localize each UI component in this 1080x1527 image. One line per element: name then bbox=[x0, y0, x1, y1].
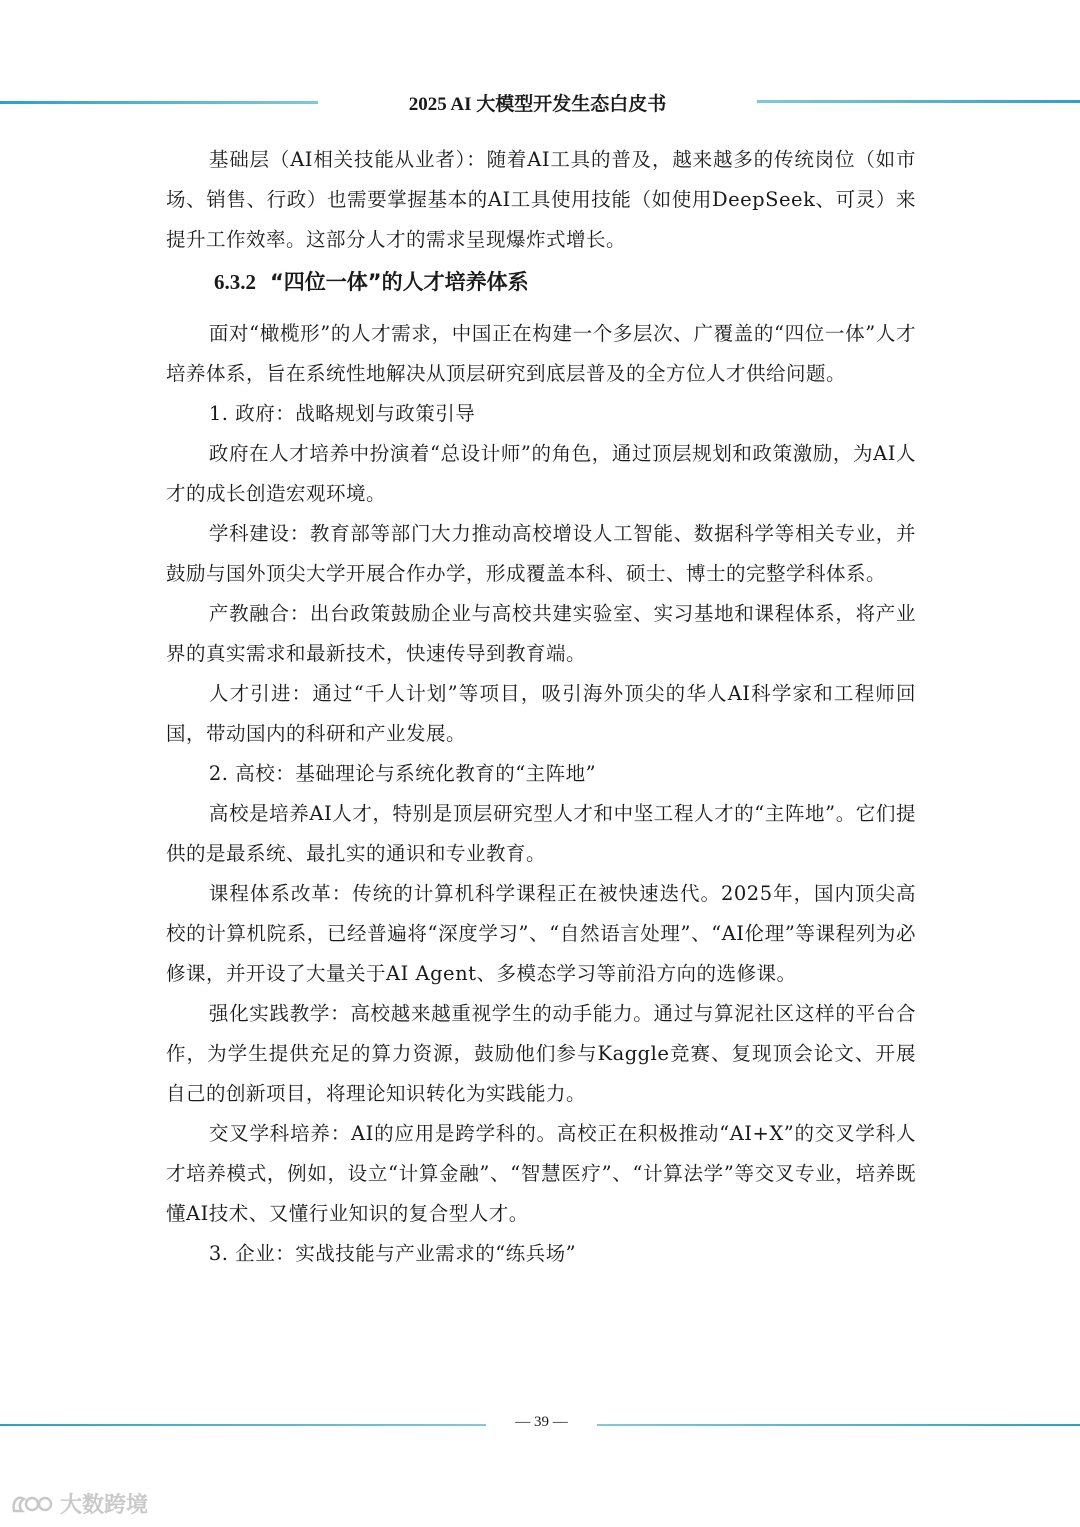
footer-rule-right bbox=[597, 1424, 1080, 1426]
logo-icon bbox=[10, 1491, 54, 1517]
section-heading bbox=[166, 262, 916, 302]
section-title: “四位一体”的人才培养体系 bbox=[270, 270, 529, 294]
item2-heading: 2. 高校：基础理论与系统化教育的“主阵地” bbox=[208, 762, 597, 785]
paragraph-cross-discipline: 交叉学科培养：AI的应用是跨学科的。高校正在积极推动“AI+X”的交叉学科人才培养模式，例如，设立“计算金融”、“智慧医疗”、“计算法学”等交叉专业，培养既懂AI技术、又懂行业知识的复合型人才。 bbox=[166, 1122, 916, 1225]
header-title: 2025 AI 大模型开发生态白皮书 bbox=[408, 94, 667, 115]
header-rule-left bbox=[0, 101, 318, 104]
item3-heading: 3. 企业：实战技能与产业需求的“练兵场” bbox=[208, 1242, 577, 1265]
footer-rule-left bbox=[0, 1424, 486, 1426]
paragraph-government-intro: 政府在人才培养中扮演着“总设计师”的角色，通过顶层规划和政策激励，为AI人才的成长创造宏观环境。 bbox=[166, 442, 916, 505]
watermark bbox=[10, 1488, 148, 1519]
paragraph-foundation-layer: 基础层（AI相关技能从业者）：随着AI工具的普及，越来越多的传统岗位（如市场、销售、行政）也需要掌握基本的AI工具使用技能（如使用DeepSeek、可灵）来提升工作效率。这部分人才的需求呈现爆炸式增长。 bbox=[166, 148, 916, 251]
paragraph-university-intro: 高校是培养AI人才，特别是顶层研究型人才和中坚工程人才的“主阵地”。它们提供的是最系统、最扎实的通识和专业教育。 bbox=[166, 802, 916, 865]
item1-heading: 1. 政府：战略规划与政策引导 bbox=[208, 402, 476, 425]
paragraph-intro: 面对“橄榄形”的人才需求，中国正在构建一个多层次、广覆盖的“四位一体”人才培养体系，旨在系统性地解决从顶层研究到底层普及的全方位人才供给问题。 bbox=[166, 322, 916, 385]
paragraph-practice-teaching: 强化实践教学：高校越来越重视学生的动手能力。通过与算泥社区这样的平台合作，为学生提供充足的算力资源，鼓励他们参与Kaggle竞赛、复现顶会论文、开展自己的创新项目，将理论知识转化为实践能力。 bbox=[166, 1002, 916, 1105]
paragraph-talent-import: 人才引进：通过“千人计划”等项目，吸引海外顶尖的华人AI科学家和工程师回国，带动国内的科研和产业发展。 bbox=[166, 682, 916, 745]
page-number: — 39 — bbox=[515, 1414, 568, 1430]
section-number: 6.3.2 bbox=[214, 270, 256, 294]
header-rule-right bbox=[757, 100, 1080, 103]
paragraph-discipline: 学科建设：教育部等部门大力推动高校增设人工智能、数据科学等相关专业，并鼓励与国外顶尖大学开展合作办学，形成覆盖本科、硕士、博士的完整学科体系。 bbox=[166, 522, 916, 585]
body-content bbox=[166, 140, 916, 1274]
watermark-text: 大数跨境 bbox=[60, 1493, 149, 1518]
paragraph-curriculum-reform: 课程体系改革：传统的计算机科学课程正在被快速迭代。2025年，国内顶尖高校的计算机院系，已经普遍将“深度学习”、“自然语言处理”、“AI伦理”等课程列为必修课，并开设了大量关于AI Agent、多模态学习等前沿方向的选修课。 bbox=[166, 882, 916, 985]
paragraph-industry-education: 产教融合：出台政策鼓励企业与高校共建实验室、实习基地和课程体系，将产业界的真实需求和最新技术，快速传导到教育端。 bbox=[166, 602, 916, 665]
